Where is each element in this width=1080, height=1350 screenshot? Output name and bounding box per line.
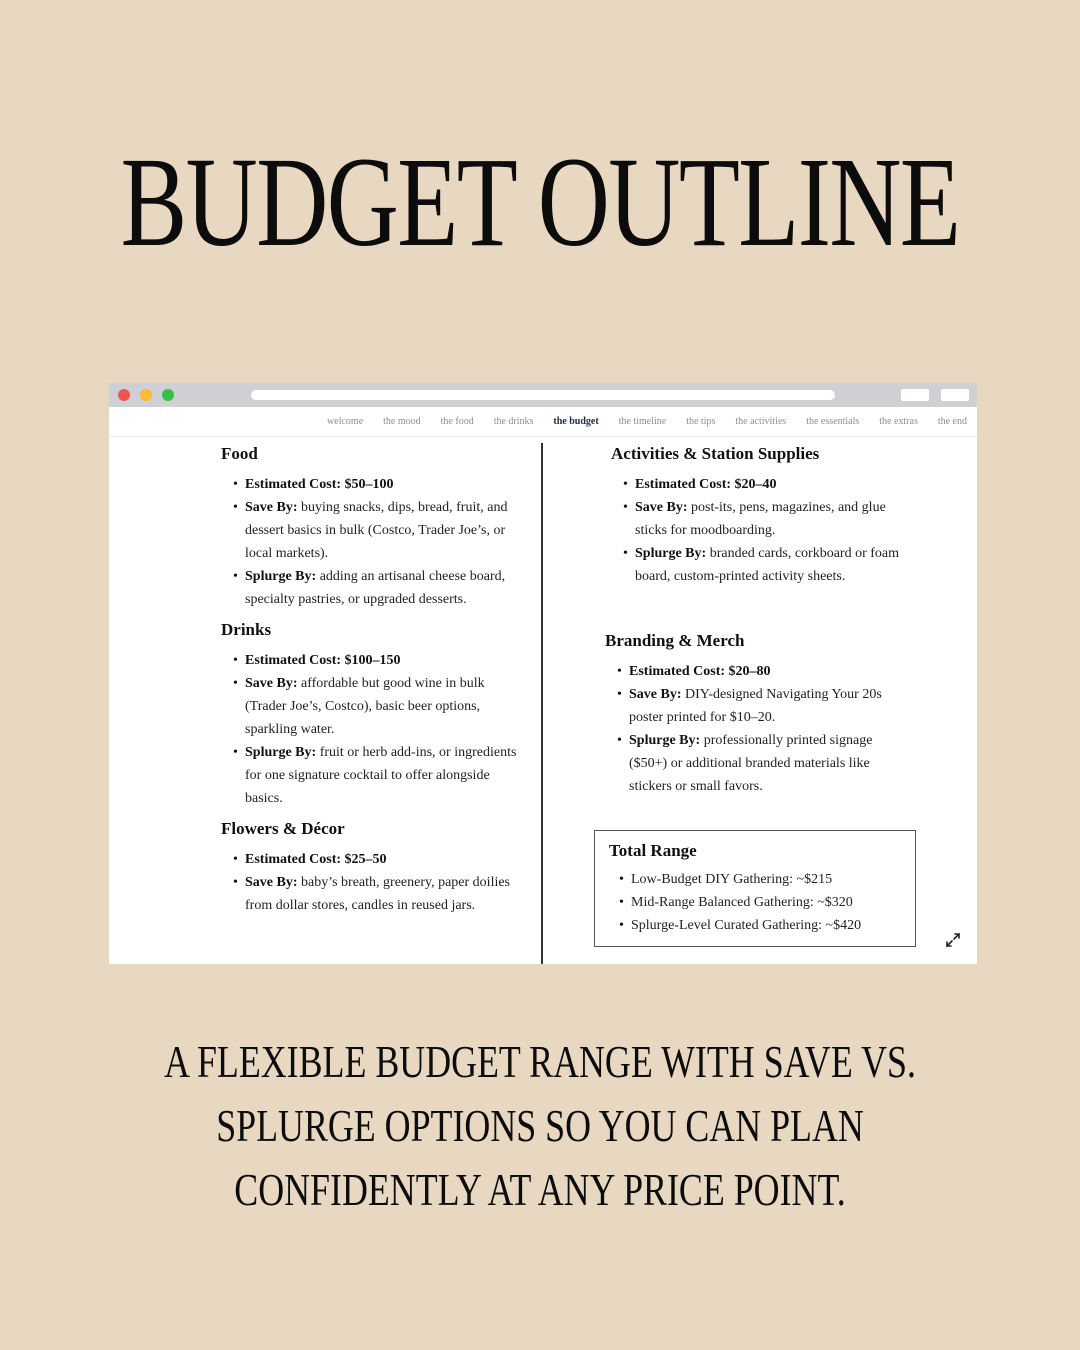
splurge-label: Splurge By: bbox=[245, 745, 317, 760]
save-label: Save By: bbox=[635, 500, 688, 515]
total-range-title: Total Range bbox=[609, 841, 697, 860]
nav-the-mood[interactable]: the mood bbox=[383, 416, 421, 427]
cost-label: Estimated Cost: $100–150 bbox=[245, 653, 401, 668]
save-label: Save By: bbox=[245, 500, 298, 515]
section-title: Flowers & Décor bbox=[221, 819, 345, 838]
nav-the-budget[interactable]: the budget bbox=[553, 416, 599, 427]
section-title: Activities & Station Supplies bbox=[611, 444, 820, 463]
section-title: Drinks bbox=[221, 620, 272, 639]
list-item bbox=[221, 496, 521, 565]
list-item bbox=[611, 473, 911, 496]
toolbar-button[interactable] bbox=[941, 389, 969, 401]
list-item bbox=[605, 683, 905, 729]
save-text: buying snacks, dips, bread, fruit, and dessert basics in bulk (Costco, Trader Joe’s, or local markets). bbox=[245, 500, 508, 561]
splurge-label: Splurge By: bbox=[245, 569, 317, 584]
address-bar[interactable] bbox=[251, 390, 835, 400]
nav-the-food[interactable]: the food bbox=[440, 416, 474, 427]
list-item bbox=[221, 649, 521, 672]
list-item bbox=[221, 871, 521, 917]
list-item: • Low-Budget DIY Gathering: ~$215 bbox=[609, 868, 901, 891]
nav-the-essentials[interactable]: the essentials bbox=[806, 416, 860, 427]
list-item bbox=[221, 473, 521, 496]
cost-label: Estimated Cost: $50–100 bbox=[245, 477, 394, 492]
cost-label: Estimated Cost: $20–40 bbox=[635, 477, 777, 492]
flowers-section bbox=[221, 818, 521, 917]
nav-the-activities[interactable]: the activities bbox=[735, 416, 787, 427]
activities-section bbox=[611, 443, 911, 588]
splurge-label: Splurge By: bbox=[635, 546, 707, 561]
list-item bbox=[221, 565, 521, 611]
list-item bbox=[221, 848, 521, 871]
list-item bbox=[611, 542, 911, 588]
splurge-text: branded cards, corkboard or foam board, custom-printed activity sheets. bbox=[635, 546, 899, 584]
expand-icon[interactable] bbox=[944, 931, 962, 949]
total-range-box bbox=[594, 830, 916, 947]
splurge-text: professionally printed signage ($50+) or additional branded materials like stickers or small favors. bbox=[629, 733, 873, 794]
browser-window bbox=[109, 383, 977, 964]
section-title: Branding & Merch bbox=[605, 631, 745, 650]
page-caption: A FLEXIBLE BUDGET RANGE WITH SAVE VS. SPLURGE OPTIONS SO YOU CAN PLAN CONFIDENTLY AT ANY PRICE POINT. bbox=[164, 1036, 916, 1215]
cost-label: Estimated Cost: $20–80 bbox=[629, 664, 771, 679]
list-item bbox=[605, 660, 905, 683]
minimize-dot[interactable] bbox=[140, 389, 152, 401]
drinks-section bbox=[221, 619, 521, 810]
save-label: Save By: bbox=[245, 676, 298, 691]
cost-label: Estimated Cost: $25–50 bbox=[245, 852, 387, 867]
section-title: Food bbox=[221, 444, 258, 463]
column-divider bbox=[541, 443, 543, 964]
nav-the-drinks[interactable]: the drinks bbox=[493, 416, 534, 427]
list-item bbox=[221, 741, 521, 810]
save-text: post-its, pens, magazines, and glue sticks for moodboarding. bbox=[635, 500, 886, 538]
left-column bbox=[221, 443, 521, 925]
splurge-text: fruit or herb add-ins, or ingredients for one signature cocktail to offer alongside basics. bbox=[245, 745, 517, 806]
save-label: Save By: bbox=[629, 687, 682, 702]
nav-welcome[interactable]: welcome bbox=[327, 416, 364, 427]
list-item: • Mid-Range Balanced Gathering: ~$320 bbox=[609, 891, 901, 914]
browser-titlebar bbox=[109, 383, 977, 407]
branding-section bbox=[605, 630, 905, 798]
list-item: • Splurge-Level Curated Gathering: ~$420 bbox=[609, 914, 901, 937]
page-headline: BUDGET OUTLINE bbox=[120, 131, 960, 273]
save-label: Save By: bbox=[245, 875, 298, 890]
nav-the-extras[interactable]: the extras bbox=[879, 416, 918, 427]
splurge-label: Splurge By: bbox=[629, 733, 701, 748]
list-item bbox=[605, 729, 905, 798]
list-item bbox=[221, 672, 521, 741]
save-text: baby’s breath, greenery, paper doilies from dollar stores, candles in reused jars. bbox=[245, 875, 511, 913]
toolbar-button[interactable] bbox=[901, 389, 929, 401]
save-text: DIY-designed Navigating Your 20s poster printed for $10–20. bbox=[629, 687, 882, 725]
site-nav bbox=[109, 407, 977, 437]
save-text: affordable but good wine in bulk (Trader Joe’s, Costco), basic beer options, sparkling water. bbox=[245, 676, 485, 737]
splurge-text: adding an artisanal cheese board, specialty pastries, or upgraded desserts. bbox=[245, 569, 506, 607]
food-section bbox=[221, 443, 521, 611]
maximize-dot[interactable] bbox=[162, 389, 174, 401]
nav-the-tips[interactable]: the tips bbox=[686, 416, 716, 427]
close-dot[interactable] bbox=[118, 389, 130, 401]
nav-the-timeline[interactable]: the timeline bbox=[618, 416, 667, 427]
list-item bbox=[611, 496, 911, 542]
nav-the-end[interactable]: the end bbox=[937, 416, 967, 427]
